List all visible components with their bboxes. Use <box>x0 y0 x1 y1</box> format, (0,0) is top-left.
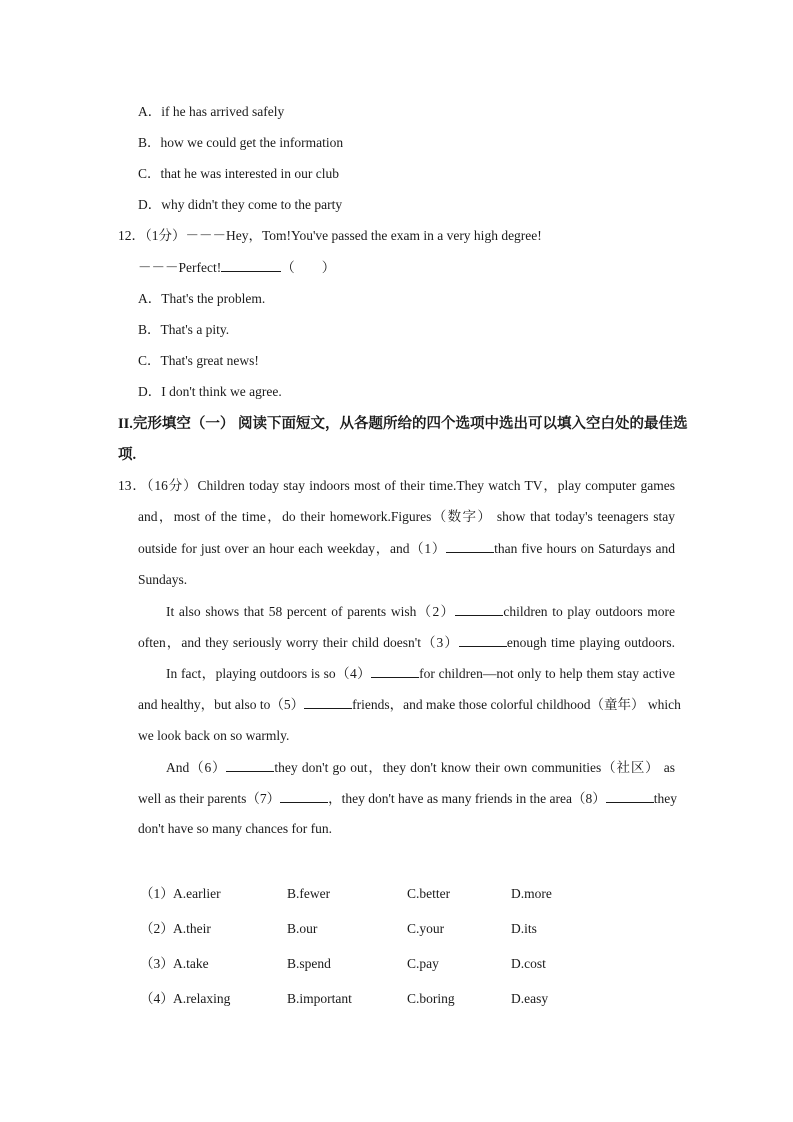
choice-1-b: B.fewer <box>287 886 331 901</box>
choice-4-d: D.easy <box>511 991 549 1006</box>
choice-3-d: D.cost <box>511 956 546 971</box>
q12-prompt: 12．（1分）－－－Hey，Tom!You've passed the exam in a very high degree! <box>118 228 542 243</box>
choice-3-a: A.take <box>173 956 209 971</box>
choice-4-b: B.important <box>287 991 352 1006</box>
q12-reply: －－－Perfect! （ ） <box>138 260 336 275</box>
q13-line-12: don't have so many chances for fun. <box>138 821 332 836</box>
choice-4-c: C.boring <box>407 991 455 1006</box>
q13-line-2: and，most of the time，do their homework.Figures（数字） show that today's teenagers stay <box>138 509 675 524</box>
q13-line-1: 13．（16分）Children today stay indoors most of their time.They watch TV，play computer games <box>118 478 675 493</box>
q11-option-d: D．why didn't they come to the party <box>138 197 343 212</box>
q12-option-a: A．That's the problem. <box>138 291 266 306</box>
blank-2 <box>455 602 503 616</box>
q13-line-6: often，and they seriously worry their child doesn't（3） enough time playing outdoors. <box>138 635 675 650</box>
q12-option-d: D．I don't think we agree. <box>138 384 282 399</box>
choice-3-b: B.spend <box>287 956 331 971</box>
q13-line-8: and healthy，but also to（5） friends，and make those colorful childhood（童年） which <box>138 697 681 712</box>
choice-row-4-num: （4） <box>140 991 174 1006</box>
section-heading-cont: 项. <box>118 447 137 463</box>
choice-1-d: D.more <box>511 886 552 901</box>
answer-blank <box>221 258 281 272</box>
q13-line-7: In fact，playing outdoors is so（4） for children—not only to help them stay active <box>166 666 676 681</box>
choice-2-a: A.their <box>173 921 211 936</box>
q11-option-a: A．if he has arrived safely <box>138 104 285 119</box>
q13-line-11: well as their parents（7） ，they don't have as many friends in the area（8） they <box>138 791 677 806</box>
q13-line-10: And（6） they don't go out，they don't know their own communities（社区） as <box>166 760 676 775</box>
blank-7 <box>280 789 328 803</box>
choice-1-a: A.earlier <box>173 886 221 901</box>
blank-1 <box>446 539 494 553</box>
q11-option-c: C．that he was interested in our club <box>138 166 339 181</box>
q13-line-5: It also shows that 58 percent of parents wish（2） children to play outdoors more <box>166 604 675 619</box>
q13-line-3: outside for just over an hour each weekday，and（1） than five hours on Saturdays and <box>138 541 675 556</box>
choice-row-2-num: （2） <box>140 921 174 936</box>
q13-line-4: Sundays. <box>138 572 188 587</box>
choice-row-1-num: （1） <box>140 886 174 901</box>
choice-2-b: B.our <box>287 921 318 936</box>
blank-8 <box>606 789 654 803</box>
blank-4 <box>371 664 419 678</box>
choice-3-c: C.pay <box>407 956 439 971</box>
choice-1-c: C.better <box>407 886 451 901</box>
choice-row-3-num: （3） <box>140 956 174 971</box>
q12-option-b: B．That's a pity. <box>138 322 230 337</box>
q11-option-b: B．how we could get the information <box>138 135 344 150</box>
blank-5 <box>304 695 352 709</box>
blank-6 <box>226 758 274 772</box>
choice-2-d: D.its <box>511 921 537 936</box>
section-heading: II.完形填空（一） 阅读下面短文，从各题所给的四个选项中选出可以填入空白处的最佳选 <box>118 416 688 432</box>
q13-line-9: we look back on so warmly. <box>138 728 290 743</box>
choice-2-c: C.your <box>407 921 445 936</box>
choice-4-a: A.relaxing <box>173 991 231 1006</box>
q12-option-c: C．That's great news! <box>138 353 259 368</box>
blank-3 <box>459 633 507 647</box>
